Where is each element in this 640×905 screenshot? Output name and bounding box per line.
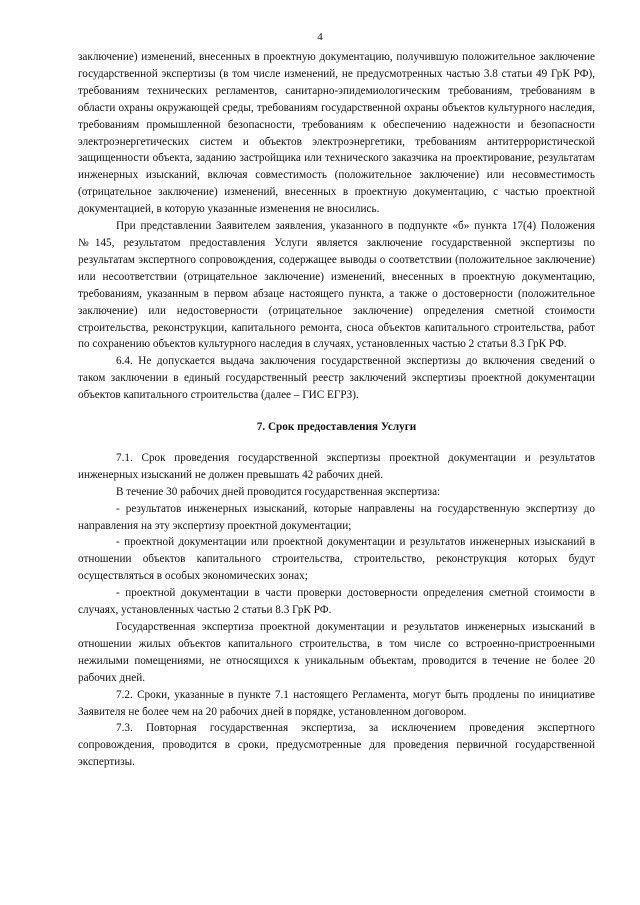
section-heading: 7. Срок предоставления Услуги (256, 421, 417, 434)
paragraph-7-2: 7.2. Сроки, указанные в пункте 7.1 настоящего Регламента, могут быть продлены по инициативе Заявителя не более чем на 20 рабочих дней в порядке, установленном договором. (78, 688, 595, 718)
list-item-surveys: - результатов инженерных изысканий, которые направлены на государственную экспертизу до направления на эту экспертизу проектной документации; (78, 502, 595, 532)
paragraph-7-3: 7.3. Повторная государственная экспертиза, за исключением проведения экспертного сопровождения, проводится в сроки, предусмотренные для проведения первичной государственной экспертизы. (78, 722, 595, 769)
list-item-special-zones: - проектной документации или проектной документации и результатов инженерных изысканий в отношении объектов капитального строительства, строительство, реконструкция которых будут осуществляться в особых экономических зонах; (78, 536, 595, 583)
document-body (78, 49, 595, 771)
paragraph-7-1: 7.1. Срок проведения государственной экспертизы проектной документации и результатов инженерных изысканий не должен превышать 42 рабочих дней. (78, 451, 595, 481)
page-number: 4 (317, 31, 323, 43)
paragraph-30-days: В течение 30 рабочих дней проводится государственная экспертиза: (116, 485, 441, 498)
paragraph-6-4: 6.4. Не допускается выдача заключения государственной экспертизы до включения сведений о таком заключении в единый государственный реестр заключений экспертизы проектной документации объектов капитального строительства (далее – ГИС ЕГРЗ). (78, 355, 595, 402)
paragraph-applicant-statement: При представлении Заявителем заявления, указанного в подпункте «б» пункта 17(4) Положения №145, результатом предоставления Услуги является заключение государственной экспертизы по результатам экспертного сопровождения, содержащее выводы о соответствии (положительное заключение) или несоответствии (отрицательное заключение) изменений, внесенных в проектную документацию, требованиям, указанным в первом абзаце настоящего пункта, а также о достоверности (положительное заключение) или недостоверности (отрицательное заключение) определения сметной стоимости строительства, реконструкции, капитального ремонта, сноса объектов капитального строительства, работ по сохранению объектов культурного наследия в случаях, установленных частью 2 статьи 8.3 ГрК РФ. (78, 220, 595, 351)
list-item-cost-check: - проектной документации в части проверки достоверности определения сметной стоимости в случаях, установленных частью 2 статьи 8.3 ГрК РФ. (78, 587, 595, 617)
paragraph-continuation: заключение) изменений, внесенных в проектную документацию, получившую положительное заключение государственной экспертизы (в том числе изменений, не предусмотренных частью 3.8 статьи 49 ГрК РФ), требованиям технических регламентов, санитарно-эпидемиологическим требованиям, требованиям в области охраны окружающей среды, требованиям государственной охраны объектов культурного наследия, требованиям промышленной безопасности, требованиям к обеспечению надежности и безопасности электроэнергетических систем и объектов электроэнергетики, требованиям антитеррористической защищенности объекта, заданию застройщика или технического заказчика на проектирование, результатам инженерных изысканий, включая совместимость (положительное заключение) или несовместимость (отрицательное заключение) изменений, внесенных в проектную документацию, с частью проектной документацией, в которую указанные изменения не вносились. (78, 51, 595, 216)
paragraph-residential: Государственная экспертиза проектной документации и результатов инженерных изысканий в отношении жилых объектов капитального строительства, в том числе со встроенно-пристроенными нежилыми помещениями, не относящихся к уникальным объектам, проводится в течение не более 20 рабочих дней. (78, 621, 595, 684)
